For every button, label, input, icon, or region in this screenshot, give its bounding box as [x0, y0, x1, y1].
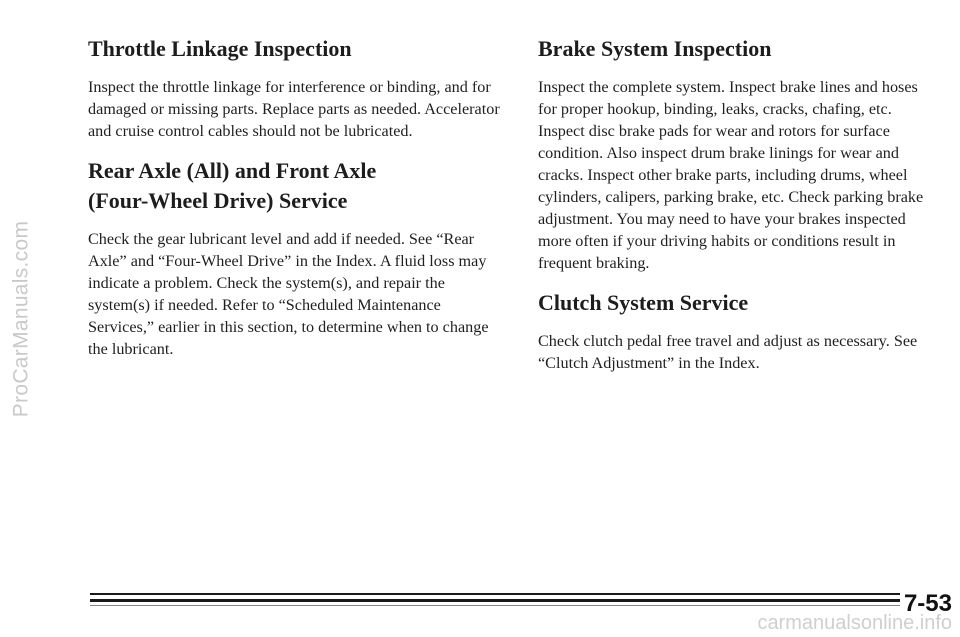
- throttle-linkage-heading: Throttle Linkage Inspection: [88, 36, 352, 61]
- footer-watermark: carmanualsonline.info: [757, 612, 952, 634]
- clutch-service-section: [538, 288, 938, 374]
- side-watermark: [6, 0, 36, 637]
- brake-inspection-heading: Brake System Inspection: [538, 36, 772, 61]
- clutch-service-body: Check clutch pedal free travel and adjust as necessary. See “Clutch Adjustment” in the Index.: [538, 332, 918, 372]
- axle-service-section: [88, 156, 508, 360]
- axle-service-heading-line2: (Four-Wheel Drive) Service: [88, 188, 348, 213]
- brake-inspection-section: [538, 34, 938, 274]
- brake-inspection-body: Inspect the complete system. Inspect brake lines and hoses for proper hookup, binding, leaks, cracks, chafing, etc. Inspect disc brake pads for wear and rotors for surface condition. Also inspect drum brake linings for wear and cracks. Inspect other brake parts, including drums, wheel cylinders, calipers, parking brake, etc. Check parking brake adjustment. You may need to have your brakes inspected more often if your driving habits or conditions result in frequent braking.: [538, 78, 924, 272]
- throttle-linkage-section: [88, 34, 508, 142]
- page-number: 7-53: [903, 590, 952, 617]
- axle-service-heading: [88, 156, 508, 216]
- footer-rule: [90, 605, 900, 606]
- axle-service-body: Check the gear lubricant level and add if needed. See “Rear Axle” and “Four-Wheel Drive” in the Index. A fluid loss may indicate a problem. Check the system(s), and repair the system(s) if needed. Refer to “Scheduled Maintenance Services,” earlier in this section, to determine when to change the lubricant.: [88, 230, 489, 358]
- side-watermark-text: ProCarManuals.com: [9, 220, 32, 417]
- footer-rule: [90, 599, 900, 602]
- axle-service-heading-line1: Rear Axle (All) and Front Axle: [88, 158, 377, 183]
- clutch-service-heading: Clutch System Service: [538, 290, 749, 315]
- footer-rule: [90, 593, 900, 595]
- right-column: [538, 34, 938, 386]
- left-column: [88, 34, 508, 372]
- throttle-linkage-body: Inspect the throttle linkage for interference or binding, and for damaged or missing parts. Replace parts as needed. Accelerator and cruise control cables should not be lubricated.: [88, 78, 500, 140]
